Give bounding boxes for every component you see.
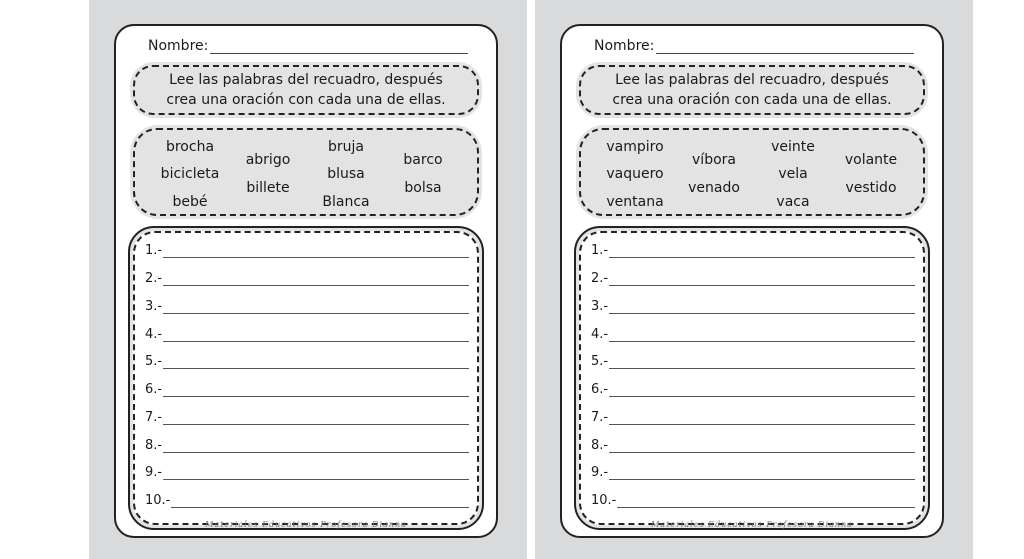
instruction-line-2: crea una oración con cada una de ellas. xyxy=(166,92,446,108)
instruction-line-2: crea una oración con cada una de ellas. xyxy=(612,92,892,108)
answer-line-5[interactable]: 5.- xyxy=(145,354,469,369)
word: veinte xyxy=(771,139,815,155)
word: bruja xyxy=(328,139,364,155)
answer-line-4[interactable]: 4.- xyxy=(591,327,915,342)
name-label: Nombre: xyxy=(594,38,655,54)
word: brocha xyxy=(165,139,215,155)
word: vaca xyxy=(776,194,810,210)
word: bolsa xyxy=(404,180,442,196)
answer-line-3[interactable]: 3.- xyxy=(145,299,469,314)
word: vela xyxy=(778,166,808,182)
name-write-line xyxy=(656,39,914,54)
writing-area xyxy=(574,226,930,530)
word: Blanca xyxy=(322,194,370,210)
credit-text: Materiales Educativos Profesora Dianna xyxy=(651,520,853,529)
word: billete xyxy=(246,180,290,196)
writing-area xyxy=(128,226,484,530)
answer-line-2[interactable]: 2.- xyxy=(145,271,469,286)
word: barco xyxy=(403,152,443,168)
worksheet-page xyxy=(114,24,498,538)
answer-line-1[interactable]: 1.- xyxy=(145,243,469,258)
answer-line-8[interactable]: 8.- xyxy=(591,438,915,453)
answer-line-4[interactable]: 4.- xyxy=(145,327,469,342)
word: vestido xyxy=(845,180,897,196)
worksheet-panel-right xyxy=(535,0,973,559)
word: vampiro xyxy=(606,139,664,155)
name-write-line xyxy=(210,39,468,54)
worksheet-panel-left xyxy=(89,0,527,559)
worksheet-page xyxy=(560,24,944,538)
word: abrigo xyxy=(245,152,291,168)
name-field-row xyxy=(148,38,468,54)
answer-line-8[interactable]: 8.- xyxy=(145,438,469,453)
word: vaquero xyxy=(606,166,664,182)
answer-line-10[interactable]: 10.- xyxy=(591,493,915,508)
answer-line-7[interactable]: 7.- xyxy=(591,410,915,425)
instruction-box xyxy=(130,62,482,118)
instruction-line-1: Lee las palabras del recuadro, después xyxy=(615,72,889,88)
answer-line-7[interactable]: 7.- xyxy=(145,410,469,425)
word: víbora xyxy=(692,152,736,168)
name-label: Nombre: xyxy=(148,38,209,54)
answer-line-9[interactable]: 9.- xyxy=(591,465,915,480)
word: bicicleta xyxy=(160,166,220,182)
name-field-row xyxy=(594,38,914,54)
answer-line-9[interactable]: 9.- xyxy=(145,465,469,480)
word: venado xyxy=(688,180,740,196)
answer-line-2[interactable]: 2.- xyxy=(591,271,915,286)
answer-line-1[interactable]: 1.- xyxy=(591,243,915,258)
word: bebé xyxy=(172,194,208,210)
answer-line-6[interactable]: 6.- xyxy=(145,382,469,397)
word: ventana xyxy=(606,194,664,210)
answer-line-5[interactable]: 5.- xyxy=(591,354,915,369)
credit-text: Materiales Educativos Profesora Dianna xyxy=(205,520,407,529)
instruction-box xyxy=(576,62,928,118)
word-box xyxy=(130,125,482,219)
answer-line-10[interactable]: 10.- xyxy=(145,493,469,508)
answer-line-6[interactable]: 6.- xyxy=(591,382,915,397)
word: blusa xyxy=(327,166,365,182)
answer-line-3[interactable]: 3.- xyxy=(591,299,915,314)
word: volante xyxy=(844,152,898,168)
instruction-line-1: Lee las palabras del recuadro, después xyxy=(169,72,443,88)
word-box xyxy=(576,125,928,219)
